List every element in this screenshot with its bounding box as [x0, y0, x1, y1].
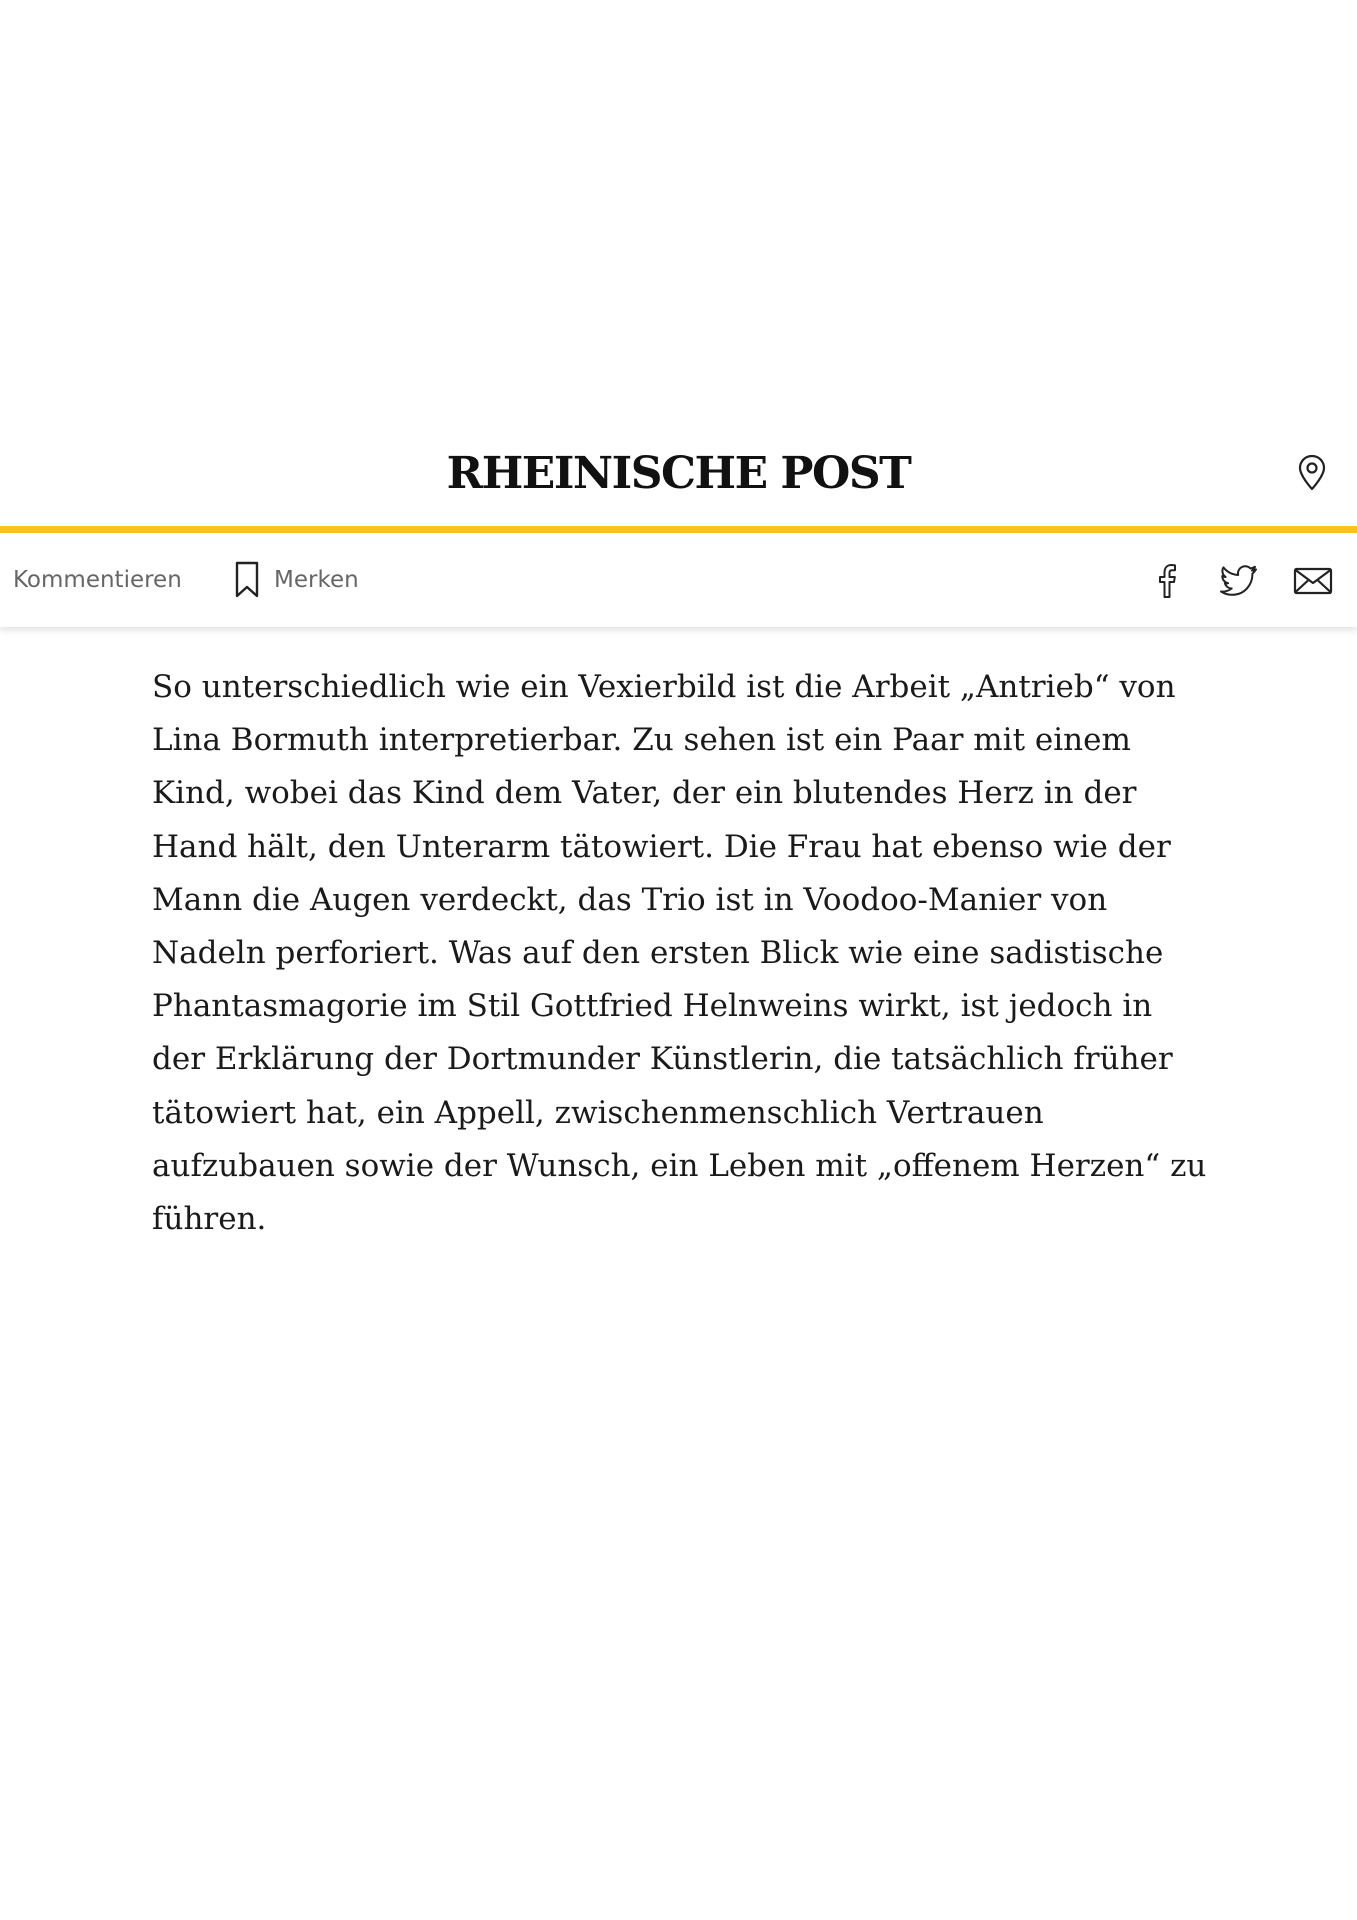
site-logo[interactable]: RHEINISCHE POST	[446, 448, 911, 499]
bookmark-button[interactable]	[234, 533, 359, 627]
article-paragraph: So unterschiedlich wie ein Vexierbild ist die Arbeit „Antrieb“ von Lina Bormuth interpretierbar. Zu sehen ist ein Paar mit einem Kind, wobei das Kind dem Vater, der ein blutendes Herz in der Hand hält, den Unterarm tätowiert. Die Frau hat ebenso wie der Mann die Augen verdeckt, das Trio ist in Voodoo-Manier von Nadeln perforiert. Was auf den ersten Blick wie eine sadistische Phantasmagorie im Stil Gottfried Helnweins wirkt, ist jedoch in der Erklärung der Dortmunder Künstlerin, die tatsächlich früher tätowiert hat, ein Appell, zwischenmenschlich Vertrauen aufzubauen sowie der Wunsch, ein Leben mit „offenem Herzen“ zu führen.	[152, 669, 1207, 1238]
location-button[interactable]	[1296, 451, 1328, 495]
header-accent-bar	[0, 526, 1357, 533]
twitter-icon	[1219, 564, 1259, 598]
comment-label: Kommentieren	[13, 567, 182, 593]
bookmark-icon	[234, 561, 260, 599]
share-mail-button[interactable]	[1289, 557, 1337, 605]
comment-button[interactable]	[13, 533, 182, 627]
share-twitter-button[interactable]	[1215, 557, 1263, 605]
mail-icon	[1293, 566, 1333, 596]
map-pin-icon	[1298, 454, 1326, 492]
facebook-icon	[1153, 562, 1181, 600]
article-toolbar	[0, 533, 1357, 627]
share-facebook-button[interactable]	[1143, 557, 1191, 605]
bookmark-label: Merken	[274, 567, 359, 593]
